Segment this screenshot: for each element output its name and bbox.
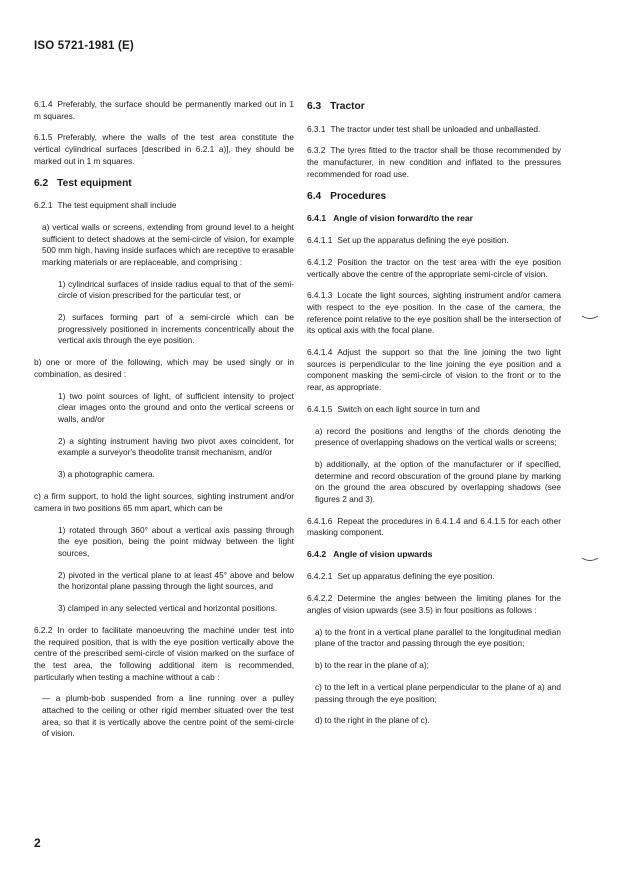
clause-6-4-1-2 [307, 257, 561, 280]
clause-number: 6.3.2 [307, 145, 326, 156]
list-item-c: c) a firm support, to hold the light sources, sighting instrument and/or camera in two positions 65 mm apart, which can be [34, 491, 294, 513]
clause-text: Determine the angles between the limiting planes for the angles of vision upwards (see 3.5) in four positions as follows : [307, 593, 561, 615]
list-item-upwards-a: a) to the front in a vertical plane parallel to the longitudinal median plane of the tractor and passing through the eye position; [315, 626, 561, 649]
clause-text: The test equipment shall include [57, 200, 177, 211]
clause-6-4-1-5 [307, 404, 561, 416]
clause-number: 6.4.1.6 [307, 515, 333, 526]
list-item-b2: 2) a sighting instrument having two pivot axes coincident, for example a surveyor's theodolite transit mechanism, and/or [58, 435, 294, 458]
list-item-upwards-c: c) to the left in a vertical plane perpendicular to the plane of a) and passing through the eye position; [315, 681, 561, 704]
clause-6-1-5 [34, 132, 294, 167]
clause-6-4-2-2 [307, 593, 561, 616]
clause-6-4-1-6 [307, 516, 561, 539]
clause-6-3-1 [307, 124, 561, 136]
list-item-c2: 2) pivoted in the vertical plane to at least 45° above and below the horizontal plane passing through the light sources, and [58, 569, 294, 592]
clause-number: 6.4.1.1 [307, 235, 333, 246]
section-title: Procedures [330, 190, 387, 202]
section-number: 6.4.1 [307, 213, 327, 224]
section-number: 6.2 [34, 177, 49, 189]
clause-number: 6.4.1.2 [307, 256, 333, 267]
right-column [307, 99, 561, 737]
clause-text: Position the tractor on the test area with the eye position vertically above the centre of the appropriate semi-circle of vision. [307, 256, 561, 279]
clause-6-1-4 [34, 99, 294, 122]
clause-text: The tyres fitted to the tractor shall be those recommended by the manufacturer, in new condition and inflated to the pressures recommended for road use. [307, 145, 561, 179]
clause-text: Set up apparatus defining the eye position. [337, 571, 495, 582]
subsection-6-4-1-heading [307, 213, 561, 225]
list-item-upwards-d: d) to the right in the plane of c). [315, 715, 430, 726]
clause-text: In order to facilitate manoeuvring the machine under test into the required position, that is with the eye position vertically above the centre of the prescribed semi-circle of vision marked on the surface of the test area, the following additional item is recommended, particularly when testing a machine without a cab : [34, 625, 294, 682]
clause-6-4-1-3 [307, 290, 561, 336]
list-item-a1: 1) cylindrical surfaces of inside radius equal to that of the semi-circle of vision prescribed for the particular test, or [58, 278, 294, 301]
clause-text: The tractor under test shall be unloaded and unballasted. [330, 123, 541, 134]
section-title: Tractor [330, 101, 365, 112]
list-item-6-4-1-5-a: a) record the positions and lengths of the chords denoting the presence of overlapping shadows on the vertical walls or screens; [315, 425, 561, 448]
list-item-c1: 1) rotated through 360° about a vertical axis passing through the eye position, being the point midway between the light sources, [58, 524, 294, 558]
section-6-3-heading [307, 101, 561, 113]
clause-number: 6.3.1 [307, 123, 326, 134]
clause-text: Switch on each light source in turn and [337, 403, 480, 414]
binding-mark-icon [581, 556, 599, 564]
section-6-4-heading [307, 191, 561, 203]
list-item-b: b) one or more of the following, which may be used singly or in combination, as desired : [34, 357, 294, 379]
page-number: 2 [34, 836, 41, 850]
clause-text: Repeat the procedures in 6.4.1.4 and 6.4.1.5 for each other masking component. [307, 515, 561, 538]
subsection-6-4-2-heading [307, 549, 561, 561]
document-header: ISO 5721-1981 (E) [34, 40, 134, 52]
clause-text: Adjust the support so that the line joining the two light sources is perpendicular to the line joining the eye position and a component masking the semi-circle of vision to the front or to the rear, as appropriate. [307, 347, 561, 392]
section-number: 6.4 [307, 190, 322, 202]
list-item-c3: 3) clamped in any selected vertical and horizontal positions. [58, 603, 278, 614]
list-item-a: a) vertical walls or screens, extending from ground level to a height sufficient to detect shadows at the semi-circle of vision, for example 500 mm high, having inside surfaces which are receptive to erasable marking materials or are replaceable, and comprising : [42, 222, 294, 267]
clause-number: 6.1.4 [34, 99, 53, 109]
clause-number: 6.2.2 [34, 625, 53, 636]
clause-number: 6.4.1.3 [307, 290, 333, 301]
list-item-b3: 3) a photographic camera. [58, 469, 155, 480]
section-title: Angle of vision forward/to the rear [333, 213, 474, 224]
list-item-upwards-b: b) to the rear in the plane of a); [315, 660, 429, 671]
clause-text: Preferably, the surface should be permanently marked out in 1 m squares. [34, 99, 294, 121]
clause-6-2-1 [34, 200, 294, 212]
binding-mark-icon [581, 314, 599, 322]
section-title: Angle of vision upwards [333, 549, 433, 560]
list-item-a2: 2) surfaces forming part of a semi-circle which can be progressively positioned in increments concentrically about the vertical axis through the eye position. [58, 312, 294, 346]
clause-number: 6.4.2.2 [307, 593, 333, 604]
list-item-b1: 1) two point sources of light, of sufficient intensity to project clear images onto the ground and onto the vertical screens or walls, and/or [58, 390, 294, 424]
section-number: 6.4.2 [307, 549, 327, 560]
clause-text: Locate the light sources, sighting instrument and/or camera with respect to the eye position. In the case of the camera, the reference point relative to the eye position shall be the intersection of its optical axis with the focal plane. [307, 290, 561, 336]
section-number: 6.3 [307, 101, 322, 112]
clause-6-4-2-1 [307, 571, 561, 583]
clause-6-3-2 [307, 145, 561, 180]
clause-number: 6.4.1.5 [307, 403, 333, 414]
clause-number: 6.1.5 [34, 132, 53, 143]
clause-text: Preferably, where the walls of the test area constitute the vertical cylindrical surfaces [described in 6.2.1 a)], they should be marked out in 1 m squares. [34, 132, 294, 166]
clause-text: Set up the apparatus defining the eye position. [337, 235, 509, 246]
clause-number: 6.2.1 [34, 200, 53, 211]
dash-item-plumb-bob: — a plumb-bob suspended from a line running over a pulley attached to the ceiling or other rigid member situated over the test area, so that it is vertically above the centre point of the semi-circle of vision. [42, 693, 294, 739]
clause-number: 6.4.2.1 [307, 571, 333, 582]
left-column [34, 99, 294, 750]
clause-number: 6.4.1.4 [307, 347, 333, 358]
section-title: Test equipment [57, 177, 132, 189]
clause-6-4-1-4 [307, 347, 561, 393]
list-item-6-4-1-5-b: b) additionally, at the option of the manufacturer or if specified, determine and record obscuration of the ground plane by marking on the ground the area obscured by overlapping shadows (see figures 2 and 3). [315, 459, 561, 504]
clause-6-4-1-1 [307, 235, 561, 247]
section-6-2-heading [34, 178, 294, 190]
clause-6-2-2 [34, 625, 294, 683]
